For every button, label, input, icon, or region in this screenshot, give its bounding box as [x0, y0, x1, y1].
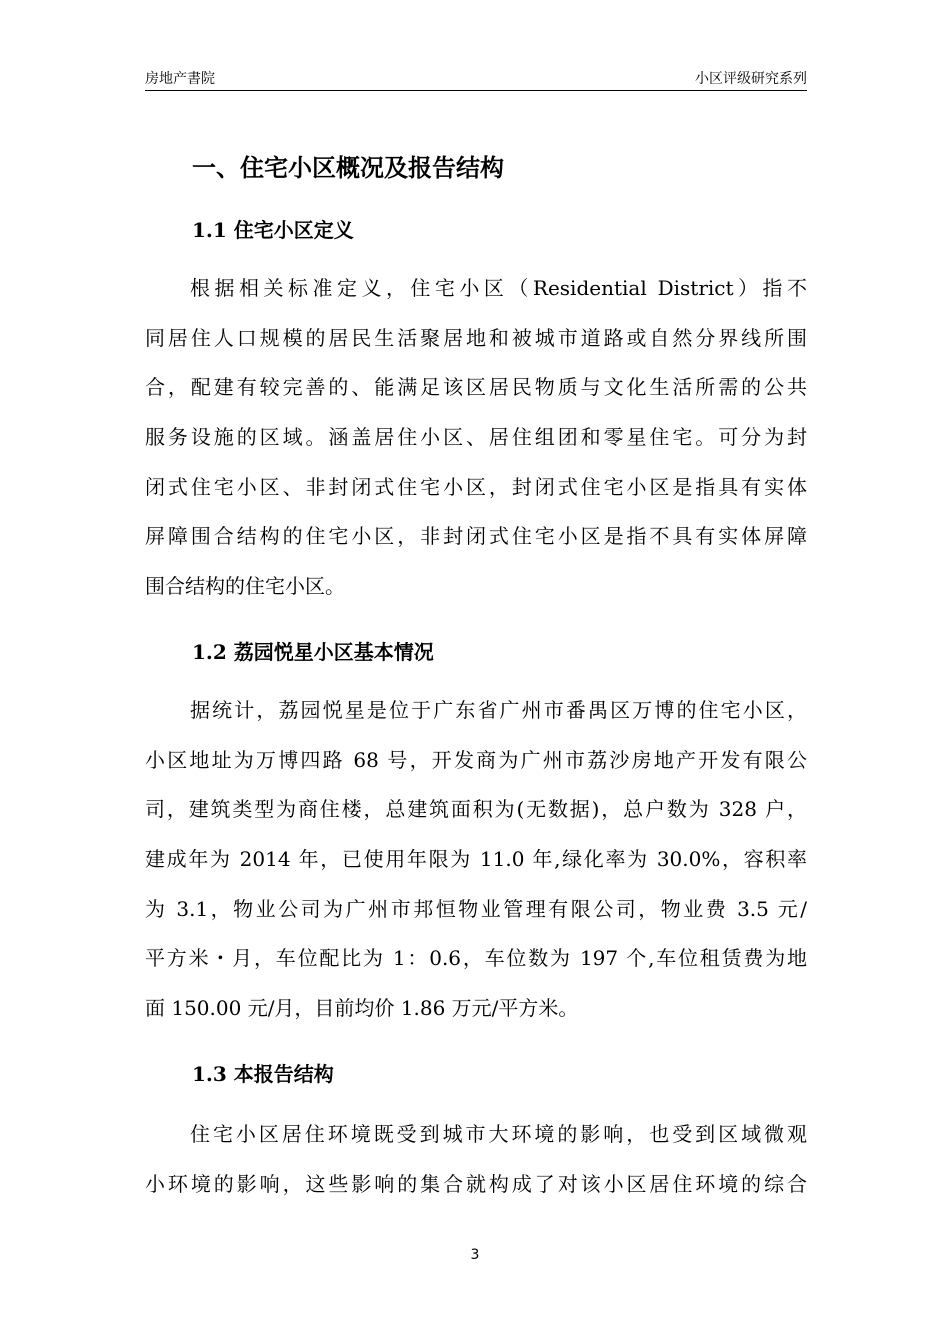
paragraph-line: 小环境的影响，这些影响的集合就构成了对该小区居住环境的综合	[145, 1171, 807, 1196]
page-header	[145, 66, 807, 91]
paragraph-line: 服务设施的区域。涵盖居住小区、居住组团和零星住宅。可分为封	[145, 425, 807, 450]
page-number: 3	[470, 1247, 480, 1263]
section-1-1-paragraph	[145, 264, 807, 612]
paragraph-line: 建成年为 2014 年，已使用年限为 11.0 年,绿化率为 30.0%，容积率	[145, 847, 807, 872]
section-1-2-title: 1.2 荔园悦星小区基本情况	[192, 640, 434, 664]
paragraph-line: 面 150.00 元/月，目前均价 1.86 万元/平方米。	[145, 996, 579, 1021]
paragraph-line: 小区地址为万博四路 68 号，开发商为广州市荔沙房地产开发有限公	[145, 747, 807, 772]
section-1-3-title: 1.3 本报告结构	[192, 1062, 334, 1086]
paragraph-line: 平方米・月，车位配比为 1：0.6，车位数为 197 个,车位租赁费为地	[145, 946, 807, 971]
paragraph-line: 闭式住宅小区、非封闭式住宅小区，封闭式住宅小区是指具有实体	[145, 474, 807, 499]
paragraph-line: 同居住人口规模的居民生活聚居地和被城市道路或自然分界线所围	[145, 325, 807, 350]
section-1-1-title: 1.1 住宅小区定义	[192, 218, 354, 242]
paragraph-line: 据统计，荔园悦星是位于广东省广州市番禺区万博的住宅小区，	[190, 698, 807, 722]
paragraph-line: 根据相关标准定义，住宅小区（Residential District）指不	[190, 276, 807, 300]
paragraph-line: 合，配建有较完善的、能满足该区居民物质与文化生活所需的公共	[145, 375, 807, 400]
section-1-title: 一、住宅小区概况及报告结构	[192, 153, 504, 182]
paragraph-line: 围合结构的住宅小区。	[145, 574, 345, 599]
section-1-3-paragraph	[145, 1110, 807, 1209]
section-1-2-paragraph	[145, 686, 807, 1034]
paragraph-line: 司，建筑类型为商住楼，总建筑面积为(无数据)，总户数为 328 户，	[145, 797, 807, 822]
paragraph-line: 屏障围合结构的住宅小区，非封闭式住宅小区是指不具有实体屏障	[145, 524, 807, 549]
paragraph-line: 住宅小区居住环境既受到城市大环境的影响，也受到区域微观	[190, 1122, 807, 1146]
paragraph-line: 为 3.1，物业公司为广州市邦恒物业管理有限公司，物业费 3.5 元/	[145, 896, 807, 921]
header-publisher: 房地产書院	[145, 71, 215, 87]
header-series-title: 小区评级研究系列	[695, 71, 807, 87]
